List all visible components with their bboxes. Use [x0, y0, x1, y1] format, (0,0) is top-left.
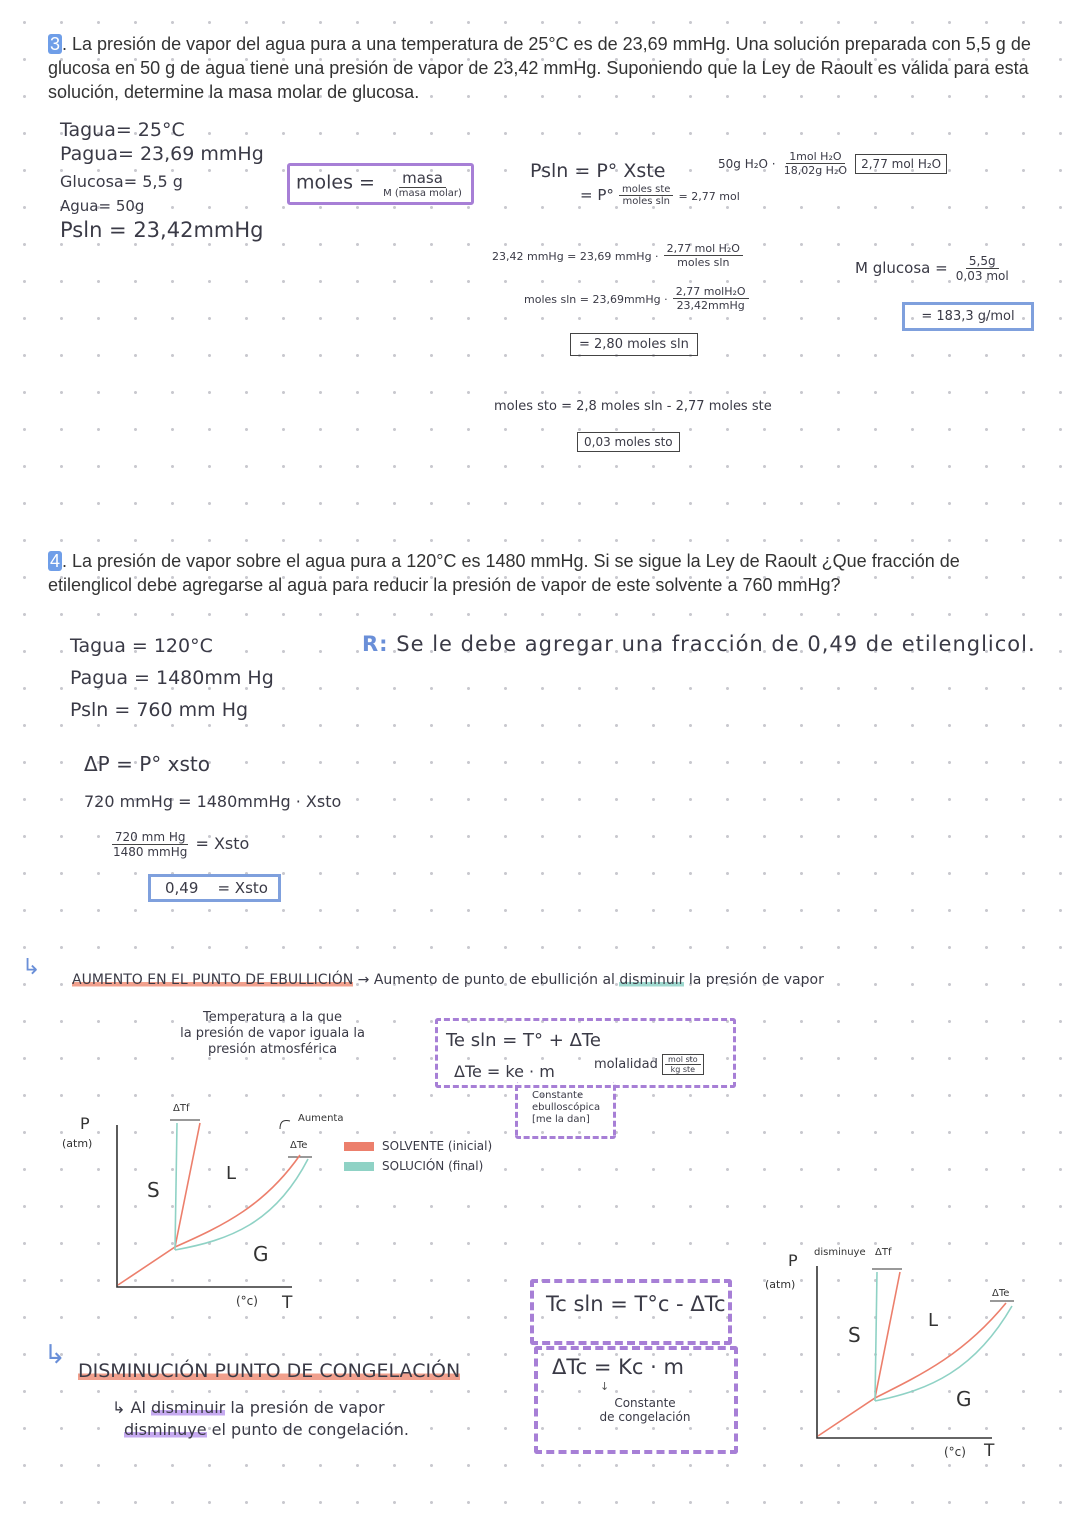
q3-eq1-num: 2,77 mol H₂O: [664, 242, 743, 256]
boiling-arrow-text-b: la presión de vapor: [688, 972, 824, 988]
q4-answer-text: Se le debe agregar una fracción de 0,49 de etilenglicol.: [396, 632, 1036, 656]
boiling-arrow-hl: disminuir: [619, 972, 685, 988]
boiling-arrow-text: Aumento de punto de ebullición al: [373, 972, 615, 988]
q3-statement: [48, 32, 1033, 104]
solvent-fusion-curve: [175, 1123, 200, 1247]
diagram-dte-label: ΔTe: [290, 1140, 308, 1151]
q4-eq-line: 720 mmHg = 1480mmHg · Xsto: [84, 792, 342, 811]
molar-den: 0,03 mol: [955, 269, 1009, 283]
q4-text: . La presión de vapor sobre el agua pura a 120°C es 1480 mmHg. Si se sigue la Ley de Raoult ¿Que fracción de etilenglicol debe agregarse al agua para reducir la presión de vapor de este solvente a 760 mmHg?: [48, 551, 960, 595]
q3-eq2-a: moles sln = 23,69mmHg ·: [524, 293, 668, 306]
diagram-atm-label: (atm): [62, 1137, 93, 1150]
boiling-formula2: ΔTe = ke · m: [454, 1062, 555, 1081]
q4-frac-den: 1480 mmHg: [113, 845, 188, 859]
raoult-line2a: = P°: [580, 186, 614, 204]
q4-statement: [48, 549, 1038, 597]
const-line: [me la dan]: [532, 1114, 590, 1125]
moles-num: masa: [399, 169, 446, 188]
q3-data-line: Tagua= 25°C: [60, 119, 185, 141]
boiling-formula1: Te sln = T° + ΔTe: [446, 1030, 601, 1051]
water-conv-result: 2,77 mol H₂O: [855, 154, 947, 174]
freezing-note: [112, 1397, 409, 1441]
q3-eq1: [492, 242, 743, 269]
solvent-vapor-curve: [818, 1303, 1006, 1436]
bullet-arrow-icon: ↳: [44, 1340, 66, 1370]
boiling-phase-diagram: [50, 1095, 350, 1320]
freezing-title: [78, 1360, 460, 1382]
q3-eq1-a: 23,42 mmHg = 23,69 mmHg ·: [492, 250, 659, 263]
diagram-t-label: T: [984, 1441, 995, 1461]
diagram-axes: [817, 1266, 992, 1438]
disminuye-label: disminuye: [814, 1247, 866, 1258]
boiling-title: AUMENTO EN EL PUNTO DE EBULLICIÓN: [72, 972, 354, 988]
q4-data-line: Pagua = 1480mm Hg: [70, 667, 274, 689]
moles-sln-result: = 2,80 moles sln: [570, 333, 698, 356]
diagram-atm-label: (atm): [765, 1278, 796, 1291]
sub-arrow-icon: ↳: [112, 1398, 126, 1417]
solution-vapor-curve: [175, 1159, 308, 1250]
diagram-l-label: L: [226, 1163, 237, 1184]
q3-data-line: Pagua= 23,69 mmHg: [60, 143, 264, 165]
moles-sto-result: 0,03 moles sto: [577, 432, 680, 452]
freezing-const-line: Constante: [614, 1396, 676, 1410]
q3-eq2: [524, 285, 749, 312]
q3-data-line: Agua= 50g: [60, 197, 145, 215]
diagram-celsius-label: (°c): [944, 1445, 966, 1459]
molalidad-label: molalidad: [594, 1057, 658, 1072]
molalidad-note: [594, 1054, 704, 1075]
diagram-s-label: S: [147, 1178, 160, 1202]
down-arrow-icon: ↓: [600, 1380, 610, 1393]
q3-eq2-num: 2,77 molH₂O: [673, 285, 749, 299]
molar-label: M glucosa =: [855, 259, 948, 277]
solution-fusion-curve: [875, 1272, 877, 1401]
q4-number: 4: [50, 551, 61, 571]
solvent-vapor-curve: [118, 1155, 300, 1285]
aumenta-label: Aumenta: [298, 1113, 344, 1124]
boiling-def-line: Temperatura a la que: [202, 1010, 343, 1025]
diagram-g-label: G: [956, 1387, 972, 1411]
raoult-formula: [530, 160, 740, 207]
moles-formula-box: [287, 163, 474, 205]
freezing-phase-diagram: [760, 1238, 1050, 1468]
phase-legend: [344, 1136, 492, 1176]
freezing-note-hl2: disminuye: [124, 1420, 207, 1439]
raoult-line1: Psln = P° Xste: [530, 160, 666, 182]
diagram-celsius-label: (°c): [236, 1294, 258, 1308]
freezing-note-a: Al: [130, 1398, 146, 1417]
q4-frac-rhs: = Xsto: [195, 834, 250, 853]
freezing-note-hl1: disminuir: [150, 1398, 226, 1417]
freezing-note-c: el punto de congelación.: [211, 1420, 409, 1439]
boiling-header: [72, 972, 824, 988]
boiling-def-line: presión atmosférica: [207, 1042, 338, 1057]
legend-solution: [344, 1156, 492, 1176]
water-conv-a: 50g H₂O ·: [718, 157, 776, 171]
raoult-line2b: = 2,77 mol: [678, 190, 740, 203]
q4-data-line: Tagua = 120°C: [70, 635, 213, 657]
freezing-note-b: la presión de vapor: [230, 1398, 385, 1417]
diagram-dte-label: ΔTe: [992, 1288, 1010, 1299]
diagram-g-label: G: [253, 1242, 269, 1266]
q3-data-line: Glucosa= 5,5 g: [60, 172, 183, 191]
q3-eq2-den: 23,42mmHg: [676, 299, 745, 312]
freezing-const-line: de congelación: [599, 1410, 691, 1424]
diagram-dtf-label: ΔTf: [173, 1103, 190, 1114]
moles-label: moles =: [296, 171, 375, 194]
boiling-def-line: la presión de vapor iguala la: [180, 1026, 365, 1041]
freezing-title-text: DISMINUCIÓN PUNTO DE CONGELACIÓN: [78, 1360, 461, 1382]
diagram-t-label: T: [282, 1293, 293, 1313]
q4-data-line: Psln = 760 mm Hg: [70, 699, 249, 721]
moles-sto-line: moles sto = 2,8 moles sln - 2,77 moles ste: [494, 399, 772, 414]
q3-eq1-den: moles sln: [677, 256, 730, 269]
legend-solvent-label: SOLVENTE (inicial): [382, 1139, 493, 1153]
diagram-p-label: P: [80, 1114, 90, 1133]
q3-data-line: Psln = 23,42mmHg: [60, 218, 264, 242]
ebulloscopic-constant-note: [532, 1090, 600, 1126]
diagram-s-label: S: [848, 1323, 861, 1347]
const-line: ebulloscópica: [532, 1102, 601, 1113]
raoult-den: moles sln: [622, 196, 670, 207]
molar-mass-calc: [855, 254, 1012, 283]
freezing-formula1: Tc sln = T°c - ΔTc: [546, 1292, 726, 1316]
molalidad-unit-num: mol sto: [665, 1055, 701, 1065]
water-conv-num: 1mol H₂O: [786, 150, 844, 164]
water-conversion: [718, 150, 947, 177]
legend-solution-label: SOLUCIÓN (final): [382, 1159, 484, 1173]
freezing-constant-note: [590, 1396, 700, 1424]
q4-delta-line: ΔP = P° xsto: [84, 752, 210, 776]
molalidad-unit-den: kg ste: [670, 1065, 696, 1074]
water-conv-den: 18,02g H₂O: [783, 164, 848, 177]
q4-answer-prefix: R:: [362, 632, 389, 656]
diagram-dtf-label: ΔTf: [875, 1247, 892, 1258]
q3-number: 3: [50, 34, 61, 54]
q3-data: [60, 118, 264, 242]
q4-fraction: [110, 830, 249, 859]
diagram-l-label: L: [928, 1310, 939, 1331]
solvent-fusion-curve: [875, 1272, 900, 1398]
bullet-arrow-icon: ↳: [22, 955, 41, 980]
molar-mass-result: = 183,3 g/mol: [902, 302, 1034, 331]
q4-result: 0,49 = Xsto: [148, 874, 281, 902]
diagram-p-label: P: [788, 1251, 798, 1270]
q4-data: [70, 630, 274, 726]
q3-text: . La presión de vapor del agua pura a una temperatura de 25°C es de 23,69 mmHg. Una solución preparada con 5,5 g de glucosa en 50 g de agua tiene una presión de vapor de 23,42 mmHg. Suponiendo que la Ley de Raoult es válida para esta solución, determine la masa molar de glucosa.: [48, 34, 1031, 102]
moles-den: M (masa molar): [383, 188, 462, 199]
solution-fusion-curve: [175, 1123, 177, 1250]
q4-answer: [362, 632, 1036, 656]
raoult-num: moles ste: [619, 184, 673, 196]
const-line: Constante: [532, 1090, 584, 1101]
arrow-right-icon: →: [357, 972, 370, 988]
aumenta-arrow-icon: [280, 1120, 290, 1129]
boiling-definition: [165, 1010, 380, 1058]
legend-solvent: [344, 1136, 492, 1156]
freezing-formula2: ΔTc = Kc · m: [552, 1355, 684, 1379]
molar-num: 5,5g: [966, 254, 999, 269]
q4-frac-num: 720 mm Hg: [112, 830, 189, 845]
